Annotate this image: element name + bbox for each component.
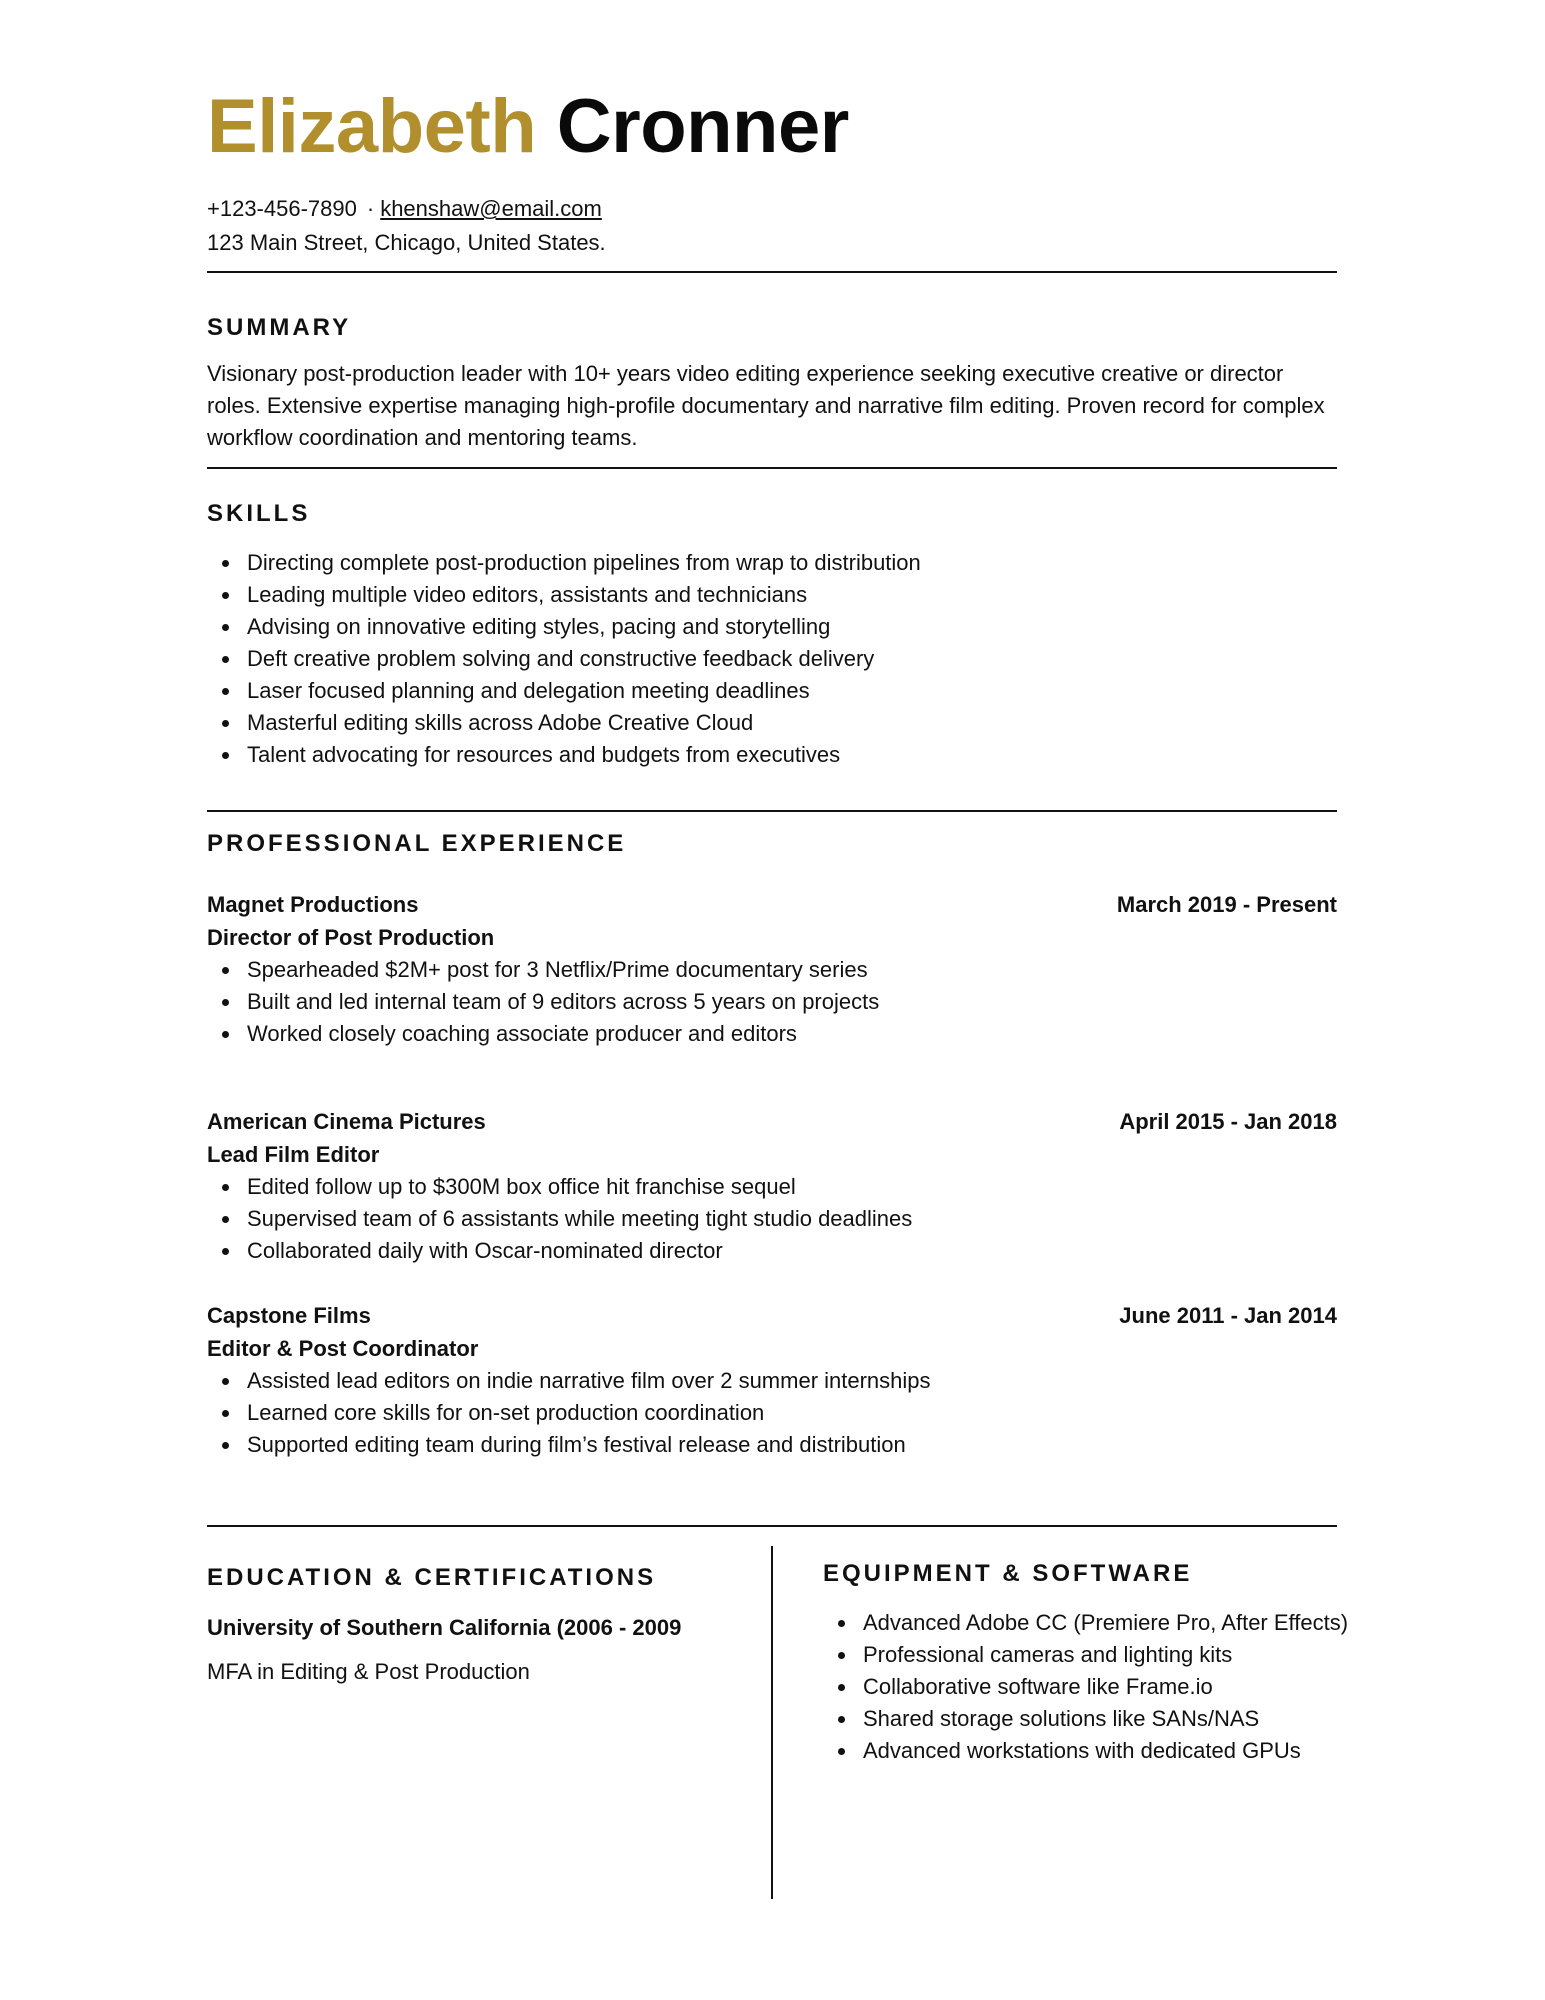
job-bullets <box>207 1171 1337 1267</box>
education-school: University of Southern California (2006 - 2009 <box>207 1615 682 1640</box>
job-dates: June 2011 - Jan 2014 <box>1119 1303 1337 1328</box>
job-header <box>207 888 1337 921</box>
job-entry <box>207 888 1337 1050</box>
job-bullet: Assisted lead editors on indie narrative film over 2 summer internships <box>207 1365 1337 1397</box>
education-degree: MFA in Editing & Post Production <box>207 1659 530 1684</box>
job-title: Lead Film Editor <box>207 1142 380 1167</box>
skill-item: Leading multiple video editors, assistants and technicians <box>207 579 921 611</box>
job-bullet: Built and led internal team of 9 editors across 5 years on projects <box>207 986 1337 1018</box>
summary-heading: SUMMARY <box>207 314 352 341</box>
divider-experience <box>207 1525 1337 1527</box>
skill-item: Advising on innovative editing styles, pacing and storytelling <box>207 611 921 643</box>
job-title: Director of Post Production <box>207 925 495 950</box>
summary-text: Visionary post-production leader with 10+ years video editing experience seeking executive creative or director roles. Extensive expertise managing high-profile documentary and narrative film editing. Proven record for complex workflow coordination and mentoring teams. <box>207 361 1325 450</box>
job-company: Magnet Productions <box>207 892 419 917</box>
job-bullets <box>207 954 1337 1050</box>
job-entry <box>207 1105 1337 1267</box>
equipment-item: Advanced workstations with dedicated GPUs <box>823 1735 1348 1767</box>
job-bullets <box>207 1365 1337 1461</box>
job-title: Editor & Post Coordinator <box>207 1336 479 1361</box>
education-heading: EDUCATION & CERTIFICATIONS <box>207 1564 657 1591</box>
equipment-item: Advanced Adobe CC (Premiere Pro, After Effects) <box>823 1607 1348 1639</box>
job-company: American Cinema Pictures <box>207 1109 486 1134</box>
equipment-list <box>823 1607 1348 1767</box>
contact-separator: · <box>366 196 375 221</box>
equipment-item: Collaborative software like Frame.io <box>823 1671 1348 1703</box>
skill-item: Talent advocating for resources and budgets from executives <box>207 739 921 771</box>
job-dates: March 2019 - Present <box>1116 892 1337 917</box>
job-header <box>207 1105 1337 1138</box>
job-bullet: Supported editing team during film’s festival release and distribution <box>207 1429 1337 1461</box>
phone-number: +123-456-7890 <box>207 196 357 221</box>
equipment-item: Shared storage solutions like SANs/NAS <box>823 1703 1348 1735</box>
job-dates: April 2015 - Jan 2018 <box>1119 1109 1337 1134</box>
job-bullet: Supervised team of 6 assistants while meeting tight studio deadlines <box>207 1203 1337 1235</box>
candidate-name <box>207 82 849 172</box>
skills-heading: SKILLS <box>207 500 311 527</box>
divider-header <box>207 271 1337 273</box>
job-bullet: Worked closely coaching associate producer and editors <box>207 1018 1337 1050</box>
divider-skills <box>207 810 1337 812</box>
equipment-heading: EQUIPMENT & SOFTWARE <box>823 1560 1193 1587</box>
skill-item: Directing complete post-production pipelines from wrap to distribution <box>207 547 921 579</box>
job-bullet: Learned core skills for on-set production coordination <box>207 1397 1337 1429</box>
equipment-item: Professional cameras and lighting kits <box>823 1639 1348 1671</box>
job-bullet: Edited follow up to $300M box office hit franchise sequel <box>207 1171 1337 1203</box>
first-name: Elizabeth <box>207 84 537 169</box>
skill-item: Deft creative problem solving and constructive feedback delivery <box>207 643 921 675</box>
address: 123 Main Street, Chicago, United States. <box>207 230 606 255</box>
experience-heading: PROFESSIONAL EXPERIENCE <box>207 830 627 857</box>
skill-item: Masterful editing skills across Adobe Creative Cloud <box>207 707 921 739</box>
skill-item: Laser focused planning and delegation meeting deadlines <box>207 675 921 707</box>
job-entry <box>207 1299 1337 1461</box>
contact-info <box>207 192 606 260</box>
job-header <box>207 1299 1337 1332</box>
divider-summary <box>207 467 1337 469</box>
job-bullet: Spearheaded $2M+ post for 3 Netflix/Prime documentary series <box>207 954 1337 986</box>
contact-line <box>207 192 606 226</box>
job-company: Capstone Films <box>207 1303 371 1328</box>
last-name: Cronner <box>556 84 849 169</box>
job-bullet: Collaborated daily with Oscar-nominated director <box>207 1235 1337 1267</box>
email-link[interactable]: khenshaw@email.com <box>380 196 602 221</box>
column-divider <box>771 1546 773 1899</box>
skills-list <box>207 547 921 771</box>
